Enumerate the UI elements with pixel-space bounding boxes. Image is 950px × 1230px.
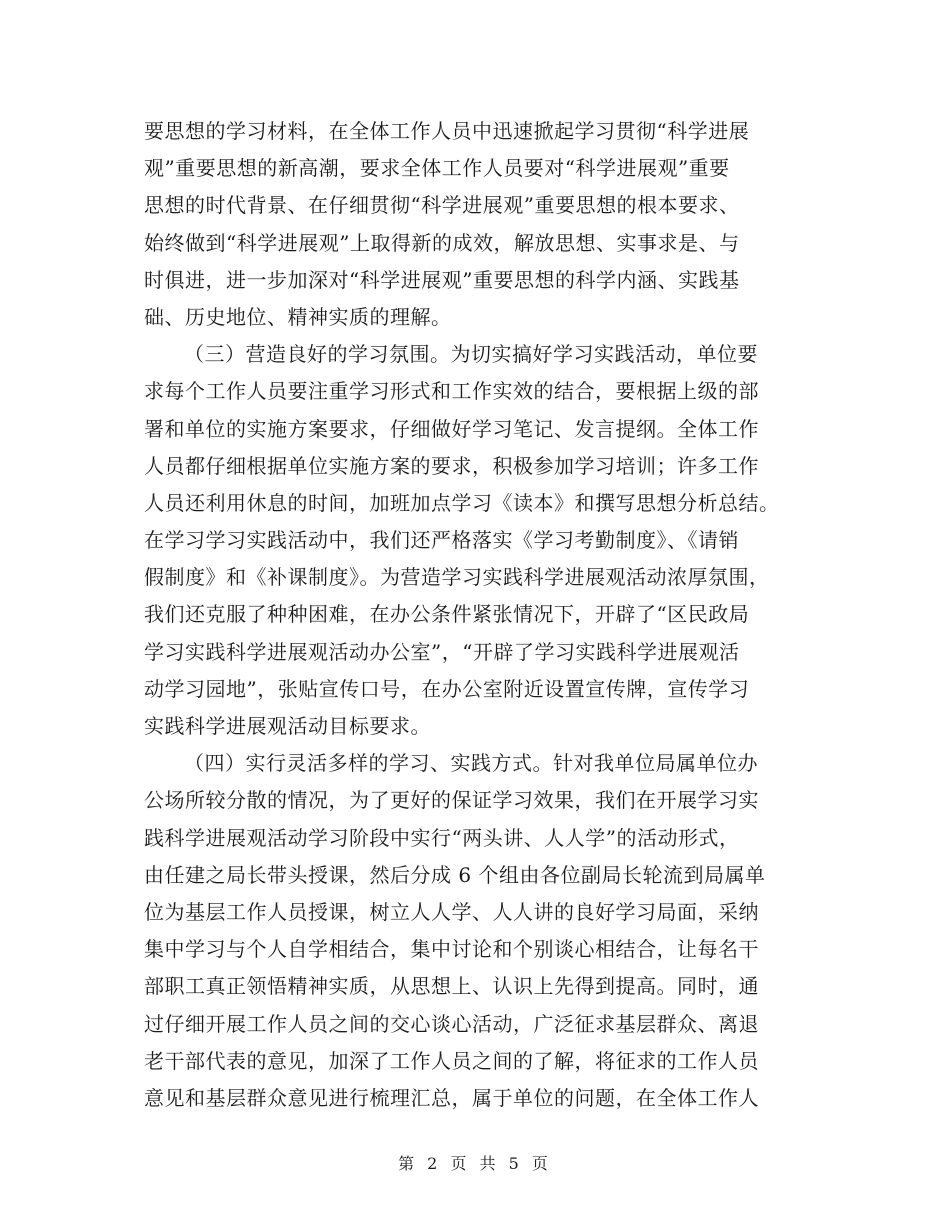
text-line: 公场所较分散的情况，为了更好的保证学习效果，我们在开展学习实	[144, 788, 759, 813]
text-line: 由任建之局长带头授课，然后分成 6 个组由各位副局长轮流到局属单	[144, 862, 766, 887]
text-line: 过仔细开展工作人员之间的交心谈心活动，广泛征求基层群众、离退	[144, 1011, 759, 1036]
text-line: 思想的时代背景、在仔细贯彻“科学进展观”重要思想的根本要求、	[144, 193, 740, 218]
text-line: 观”重要思想的新高潮，要求全体工作人员要对“科学进展观”重要	[144, 156, 730, 181]
text-line: （四）实行灵活多样的学习、实践方式。针对我单位局属单位办	[184, 751, 758, 776]
text-line: 践科学进展观活动学习阶段中实行“两头讲、人人学”的活动形式，	[144, 825, 740, 850]
text-line: 学习实践科学进展观活动办公室”，“开辟了学习实践科学进展观活	[144, 639, 740, 664]
text-line: 位为基层工作人员授课，树立人人学、人人讲的良好学习局面，采纳	[144, 899, 759, 924]
text-line: 我们还克服了种种困难，在办公条件紧张情况下，开辟了“区民政局	[144, 602, 750, 627]
text-line: 部职工真正领悟精神实质，从思想上、认识上先得到提高。同时，通	[144, 974, 759, 999]
text-line: 意见和基层群众意见进行梳理汇总，属于单位的问题，在全体工作人	[144, 1085, 759, 1110]
text-line: 础、历史地位、精神实质的理解。	[144, 304, 452, 329]
text-line: 实践科学进展观活动目标要求。	[144, 714, 431, 738]
text-line: （三）营造良好的学习氛围。为切实搞好学习实践活动，单位要	[184, 342, 758, 367]
text-line: 动学习园地”，张贴宣传口号，在办公室附近设置宣传牌，宣传学习	[144, 676, 750, 701]
text-line: 署和单位的实施方案要求，仔细做好学习笔记、发言提纲。全体工作	[144, 416, 759, 441]
text-line: 在学习学习实践活动中，我们还严格落实《学习考勤制度》、《请销	[144, 528, 739, 553]
page-footer: 第 2 页 共 5 页	[398, 1154, 552, 1173]
text-line: 集中学习与个人自学相结合，集中讨论和个别谈心相结合，让每名干	[144, 937, 759, 962]
text-line: 始终做到“科学进展观”上取得新的成效，解放思想、实事求是、与	[144, 230, 740, 255]
text-line: 人员还利用休息的时间，加班加点学习《读本》和撰写思想分析总结。	[144, 490, 780, 515]
text-line: 假制度》和《补课制度》。为营造学习实践科学进展观活动浓厚氛围，	[144, 565, 770, 590]
text-line: 时俱进，进一步加深对“科学进展观”重要思想的科学内涵、实践基	[144, 267, 740, 292]
document-body	[144, 113, 808, 1117]
text-line: 人员都仔细根据单位实施方案的要求，积极参加学习培训；许多工作	[144, 453, 759, 478]
text-line: 老干部代表的意见，加深了工作人员之间的了解，将征求的工作人员	[144, 1048, 759, 1073]
text-line: 求每个工作人员要注重学习形式和工作实效的结合，要根据上级的部	[144, 379, 759, 404]
text-line: 要思想的学习材料，在全体工作人员中迅速掀起学习贯彻“科学进展	[144, 119, 750, 143]
